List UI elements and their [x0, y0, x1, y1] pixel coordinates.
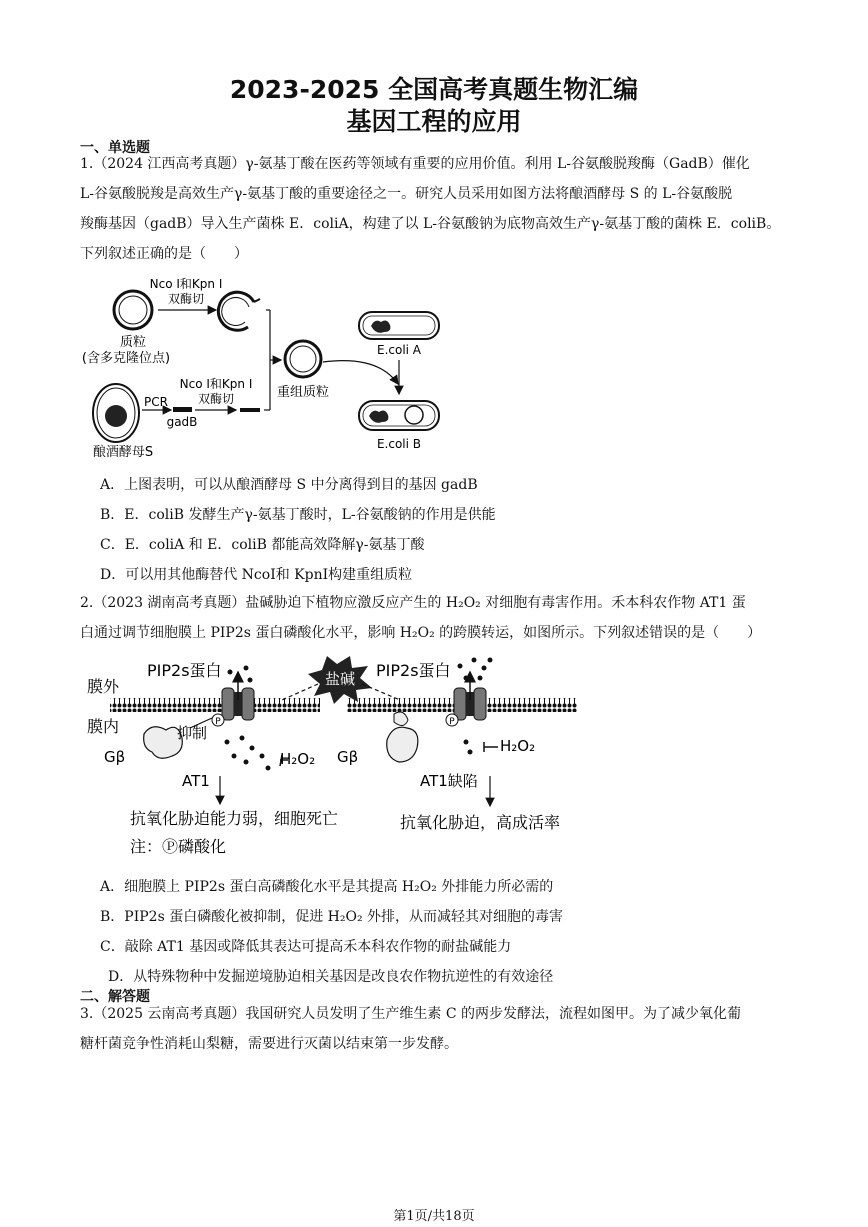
outside-label: 膜外: [87, 677, 120, 696]
yeast-cell: [93, 384, 139, 442]
gb-label-left: Gβ: [104, 748, 126, 766]
phospho-p: P: [215, 717, 221, 727]
cut-label: 双酶切: [197, 392, 235, 406]
ecoli-a-cell: [359, 312, 439, 339]
option-c: C．敲除 AT1 基因或降低其表达可提高禾本科农作物的耐盐碱能力: [100, 939, 512, 955]
gadb-gene-bar: [173, 407, 192, 412]
enzyme-label: Nco Ⅰ和Kpn Ⅰ: [149, 277, 223, 291]
question-text-line: 下列叙述正确的是（ ）: [80, 246, 248, 262]
ecoli-b-cell: [359, 401, 439, 430]
option-d: D．从特殊物种中发掘逆境胁迫相关基因是改良农作物抗逆性的有效途径: [108, 969, 554, 985]
cut-label: 双酶切: [167, 292, 205, 306]
phospho-p: P: [449, 717, 455, 727]
gb-protein-right: [387, 727, 418, 762]
at1-label: AT1: [182, 772, 210, 790]
section-heading: 二、解答题: [80, 989, 150, 1005]
recombinant-label: 重组质粒: [276, 385, 330, 400]
at1-defect-fragment: [394, 712, 408, 726]
question-text-line: 3.（2025 云南高考真题）我国研究人员发明了生产维生素 C 的两步发酵法，流程如图甲。为了减少氧化葡: [80, 1006, 742, 1022]
question-text-line: 白通过调节细胞膜上 PIP2s 蛋白磷酸化水平，影响 H₂O₂ 的跨膜转运，如图所示。下列叙述错误的是（ ）: [80, 625, 762, 641]
page-subtitle: 基因工程的应用: [346, 107, 522, 136]
salt-alkali-label: 盐碱: [324, 670, 356, 688]
membrane-diagram: [82, 652, 602, 862]
gene-label: gadB: [166, 415, 198, 429]
plasmid-label: 质粒: [119, 335, 147, 350]
question-text-line: L-谷氨酸脱羧是高效生产γ-氨基丁酸的重要途径之一。研究人员采用如图方法将酿酒酵母 S 的 L-谷氨酸脱: [80, 186, 733, 202]
option-b: B．E．coliB 发酵生产γ-氨基丁酸时，L-谷氨酸钠的作用是供能: [100, 507, 496, 523]
yeast-label: 酿酒酵母S: [92, 445, 154, 460]
membrane-left: [110, 698, 320, 712]
section-heading: 一、单选题: [80, 140, 150, 156]
ecoli-b-label: E.coli B: [376, 437, 422, 451]
recombinant-plasmid: [285, 341, 321, 377]
pip2s-label-left: PIP2s蛋白: [147, 661, 222, 680]
page-footer: 第1页/共18页: [393, 1209, 475, 1224]
phospho-note: 注：Ⓟ磷酸化: [130, 837, 227, 856]
inside-label: 膜内: [87, 717, 120, 736]
option-a: A．细胞膜上 PIP2s 蛋白高磷酸化水平是其提高 H₂O₂ 外排能力所必需的: [100, 879, 554, 895]
h2o2-label-left: H₂O₂: [280, 750, 316, 768]
gb-label-right: Gβ: [337, 748, 359, 766]
question-text-line: 羧酶基因（gadB）导入生产菌株 E．coliA，构建了以 L-谷氨酸钠为底物高效生产γ-氨基丁酸的菌株 E．coliB。: [80, 216, 781, 232]
option-c: C．E．coliA 和 E．coliB 都能高效降解γ-氨基丁酸: [100, 537, 425, 553]
h2o2-label-right: H₂O₂: [500, 737, 536, 755]
cut-gene-bar: [240, 408, 260, 412]
result-left: 抗氧化胁迫能力弱，细胞死亡: [130, 809, 339, 828]
ecoli-a-label: E.coli A: [376, 343, 422, 357]
question-text-line: 1.（2024 江西高考真题）γ-氨基丁酸在医药等领域有重要的应用价值。利用 L-谷氨酸脱羧酶（GadB）催化: [80, 156, 750, 172]
question-text-line: 糖杆菌竞争性消耗山梨糖，需要进行灭菌以结束第一步发酵。: [80, 1036, 458, 1052]
plasmid-ring: [114, 291, 152, 329]
inhibit-label: 抑制: [177, 724, 208, 742]
question-text-line: 2.（2023 湖南高考真题）盐碱胁迫下植物应激反应产生的 H₂O₂ 对细胞有毒害作用。禾本科农作物 AT1 蛋: [80, 595, 746, 611]
pip2s-label-right: PIP2s蛋白: [376, 661, 451, 680]
page-title: 2023-2025 全国高考真题生物汇编: [229, 75, 639, 104]
enzyme-label: Nco Ⅰ和Kpn Ⅰ: [179, 377, 253, 391]
option-b: B．PIP2s 蛋白磷酸化被抑制，促进 H₂O₂ 外排，从而减轻其对细胞的毒害: [100, 909, 564, 925]
result-right: 抗氧化胁迫，高成活率: [400, 813, 561, 832]
gene-cloning-diagram: [78, 270, 458, 465]
at1-defect-label: AT1缺陷: [420, 772, 478, 790]
option-d: D．可以用其他酶替代 NcoI和 KpnI构建重组质粒: [100, 567, 413, 583]
pcr-label: PCR: [144, 395, 168, 409]
option-a: A．上图表明，可以从酿酒酵母 S 中分离得到目的基因 gadB: [100, 477, 478, 493]
cut-plasmid: [218, 292, 260, 330]
plasmid-note: (含多克隆位点): [81, 351, 171, 366]
